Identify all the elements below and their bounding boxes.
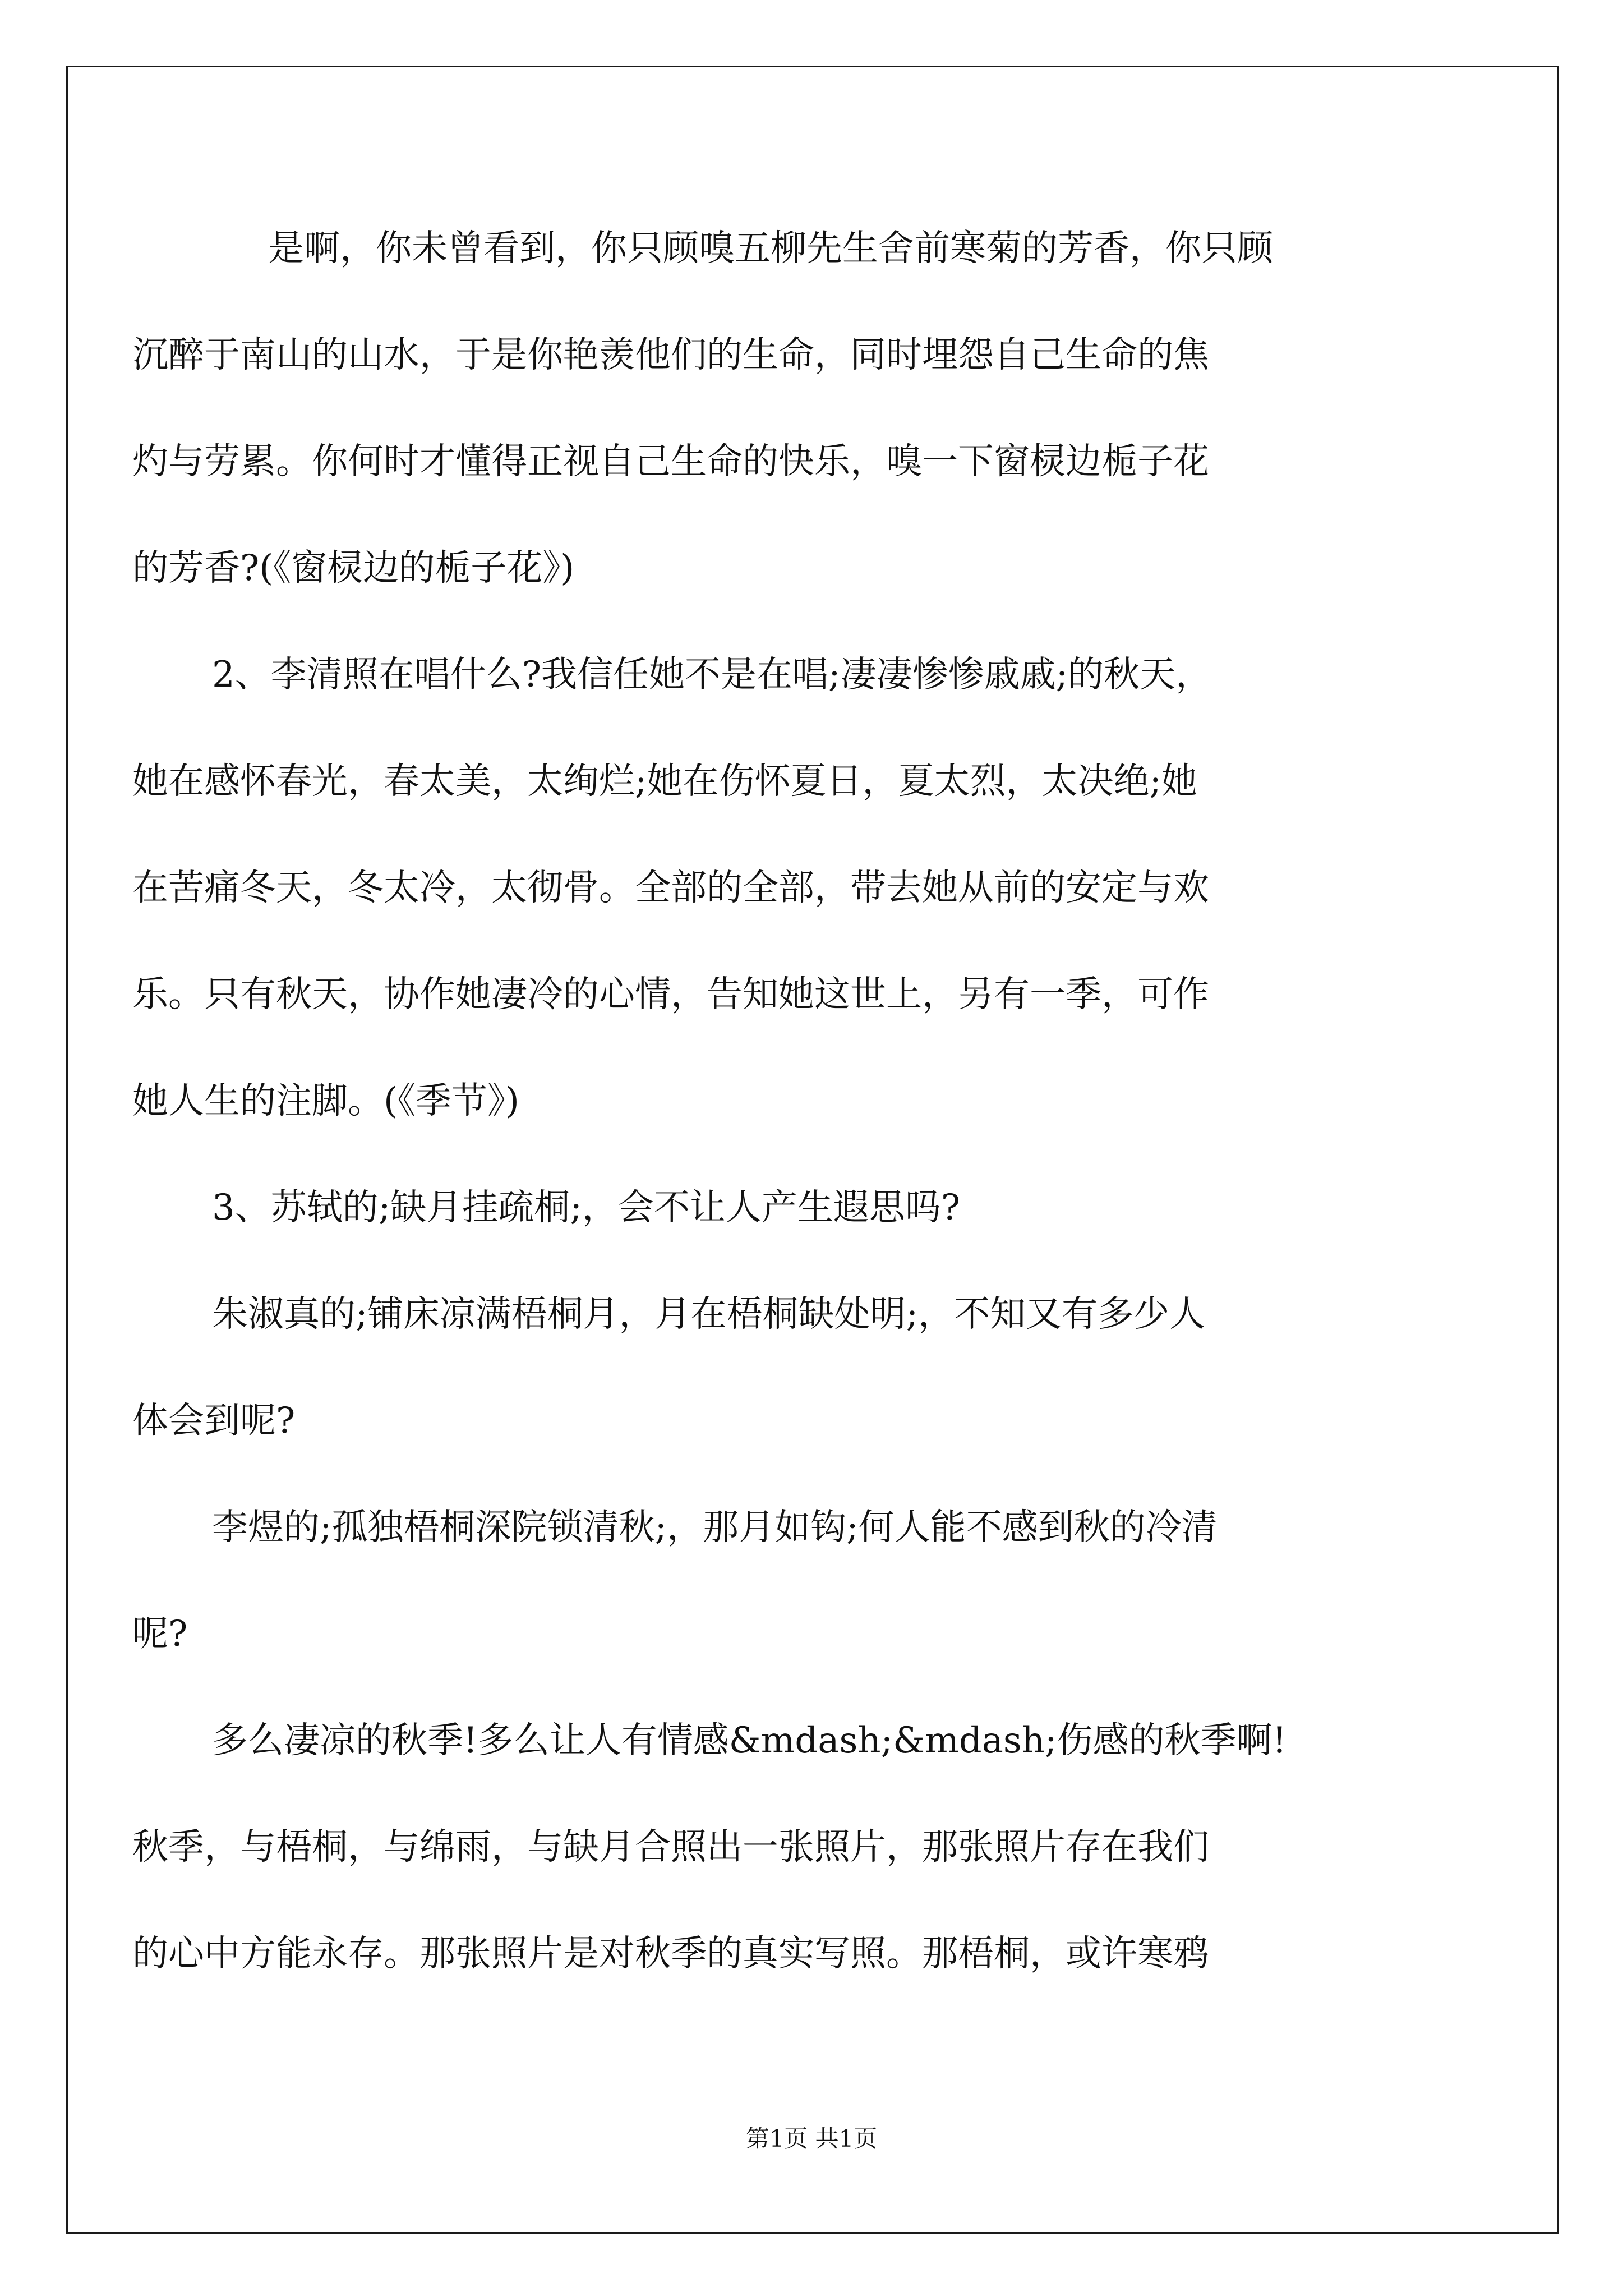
text-line: 多么凄凉的秋季!多么让人有情感&mdash;&mdash;伤感的秋季啊! [212, 1720, 1287, 1761]
text-line: 体会到呢? [132, 1400, 296, 1442]
text-line: 灼与劳累。你何时才懂得正视自己生命的快乐，嗅一下窗棂边栀子花 [132, 441, 1209, 482]
text-line: 的芳香?(《窗棂边的栀子花》) [132, 547, 575, 589]
text-line: 沉醉于南山的山水，于是你艳羡他们的生命，同时埋怨自己生命的焦 [132, 334, 1209, 376]
text-line: 是啊，你未曾看到，你只顾嗅五柳先生舍前寒菊的芳香，你只顾 [268, 228, 1273, 269]
text-line: 2、李清照在唱什么?我信任她不是在唱;凄凄惨惨戚戚;的秋天， [212, 654, 1212, 696]
text-line: 在苦痛冬天，冬太冷，太彻骨。全部的全部，带去她从前的安定与欢 [132, 867, 1209, 909]
page-footer: 第1页 共1页 [745, 2125, 878, 2152]
text-line: 她在感怀春光，春太美，太绚烂;她在伤怀夏日，夏太烈，太决绝;她 [132, 761, 1198, 802]
text-line: 朱淑真的;铺床凉满梧桐月，月在梧桐缺处明;，不知又有多少人 [212, 1294, 1206, 1335]
text-line: 乐。只有秋天，协作她凄冷的心情，告知她这世上，另有一季，可作 [132, 974, 1209, 1015]
text-line: 3、苏轼的;缺月挂疏桐;，会不让人产生遐思吗? [212, 1187, 961, 1228]
text-line: 呢? [132, 1613, 188, 1655]
text-line: 的心中方能永存。那张照片是对秋季的真实写照。那梧桐，或许寒鸦 [132, 1933, 1209, 1975]
text-line: 秋季，与梧桐，与绵雨，与缺月合照出一张照片，那张照片存在我们 [132, 1826, 1209, 1868]
text-line: 她人生的注脚。(《季节》) [132, 1080, 519, 1122]
text-line: 李煜的;孤独梧桐深院锁清秋;，那月如钩;何人能不感到秋的冷清 [212, 1507, 1218, 1548]
